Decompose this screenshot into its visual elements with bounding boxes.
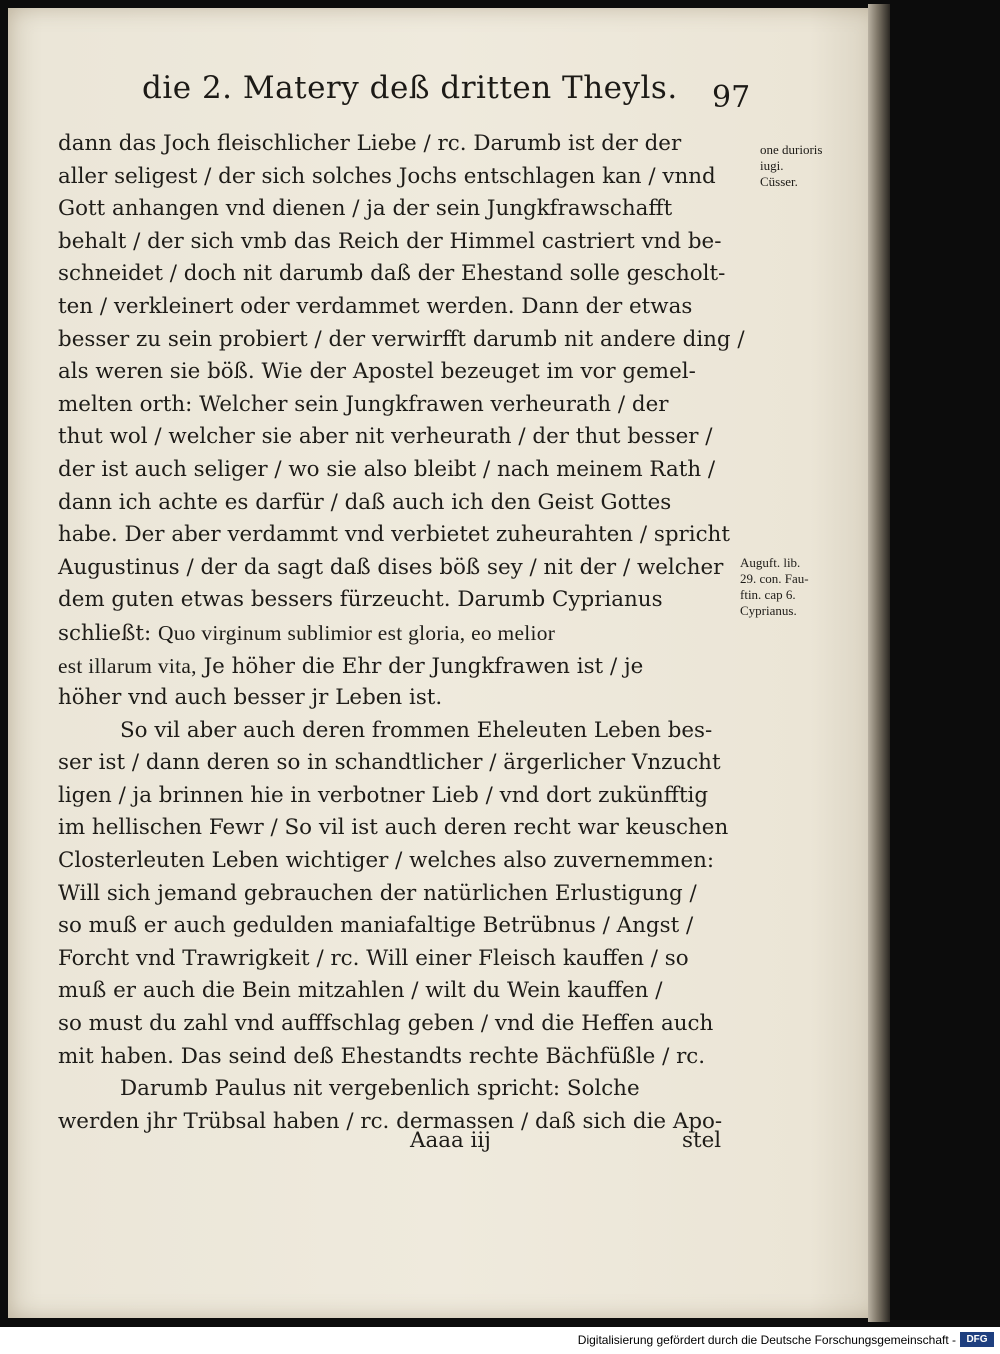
text-line: melten orth: Welcher sein Jungkfrawen verheurath / der: [58, 391, 669, 417]
page-edge: [868, 4, 890, 1322]
body-text: [58, 128, 758, 1138]
signature-mark: Aaaa iij: [410, 1128, 491, 1153]
margin-note: [740, 555, 809, 619]
text-line: muß er auch die Bein mitzahlen / wilt du Wein kauffen /: [58, 978, 663, 1004]
text-line: thut wol / welcher sie aber nit verheurath / der thut besser /: [58, 424, 713, 450]
margin-note-line: one durioris: [760, 142, 823, 157]
text-line: als weren sie böß. Wie der Apostel bezeuget im vor gemel-: [58, 359, 696, 385]
text-line: Forcht vnd Trawrigkeit / rc. Will einer Fleisch kauffen / so: [58, 945, 689, 971]
footer-bar: [0, 1327, 1000, 1354]
text-line: besser zu sein probiert / der verwirfft darumb nit andere ding /: [58, 326, 745, 352]
margin-note: [760, 142, 822, 190]
paragraph-start: Darumb Paulus nit vergebenlich spricht: Solche: [120, 1076, 640, 1102]
page-number: 97: [712, 80, 751, 115]
paragraph-start: So vil aber auch deren frommen Eheleuten Leben bes-: [120, 717, 713, 743]
text-line: so muß er auch gedulden maniafaltige Betrübnus / Angst /: [58, 913, 694, 939]
margin-note-line: Cüsser.: [760, 174, 798, 189]
running-head: die 2. Matery deß dritten Theyls.: [142, 70, 678, 106]
latin-prefix: schließt:: [58, 620, 152, 646]
margin-note-line: iugi.: [760, 158, 784, 173]
text-line: dann das Joch fleischlicher Liebe / rc. Darumb ist der der: [58, 131, 682, 156]
margin-note-line: 29. con. Fau-: [740, 571, 809, 586]
margin-note-line: ftin. cap 6.: [740, 587, 796, 602]
text-line: Closterleuten Leben wichtiger / welches also zuvernemmen:: [58, 848, 715, 874]
margin-note-line: Auguft. lib.: [740, 555, 801, 570]
text-line: höher vnd auch besser jr Leben ist.: [58, 685, 443, 711]
text-line: mit haben. Das seind deß Ehestandts rechte Bächfüßle / rc.: [58, 1043, 706, 1069]
text-line: Will sich jemand gebrauchen der natürlichen Erlustigung /: [58, 880, 697, 906]
text-line: Augustinus / der da sagt daß dises böß sey / nit der / welcher: [58, 554, 724, 580]
text-line: habe. Der aber verdammt vnd verbietet zuheurahten / spricht: [58, 522, 730, 548]
text-line: dem guten etwas bessers fürzeucht. Darumb Cyprianus: [58, 587, 663, 613]
text-line: schneidet / doch nit darumb daß der Ehestand solle gescholt-: [58, 261, 726, 287]
funding-credit: Digitalisierung gefördert durch die Deutsche Forschungsgemeinschaft -: [577, 1333, 956, 1347]
latin-quote: Quo virginum sublimior est gloria, eo melior: [157, 620, 556, 645]
text-line: ten / verkleinert oder verdammet werden. Dann der etwas: [58, 293, 693, 319]
latin-quote-line: [58, 617, 758, 650]
text-line: aller seligest / der sich solches Jochs entschlagen kan / vnnd: [58, 163, 716, 189]
text-line: so must du zahl vnd aufffschlag geben / vnd die Heffen auch: [58, 1011, 714, 1037]
text-line: im hellischen Fewr / So vil ist auch deren recht war keuschen: [58, 815, 729, 841]
latin-quote-end: est illarum vita,: [58, 653, 197, 678]
text-line: Gott anhangen vnd dienen / ja der sein Jungkfrawschafft: [58, 196, 673, 222]
translation: Je höher die Ehr der Jungkfrawen ist / je: [203, 653, 644, 679]
text-line: dann ich achte es darfür / daß auch ich den Geist Gottes: [58, 489, 672, 515]
margin-note-line: Cyprianus.: [740, 603, 797, 618]
text-line: ser ist / dann deren so in schandtlicher / ärgerlicher Vnzucht: [58, 750, 721, 776]
text-line: behalt / der sich vmb das Reich der Himmel castriert vnd be-: [58, 228, 722, 254]
catchword: stel: [682, 1128, 722, 1153]
text-line: werden jhr Trübsal haben / rc. dermassen / daß sich die Apo-: [58, 1108, 723, 1134]
latin-quote-line: [58, 650, 758, 683]
text-line: der ist auch seliger / wo sie also bleibt / nach meinem Rath /: [58, 456, 716, 482]
dfg-logo: DFG: [960, 1332, 994, 1347]
text-line: ligen / ja brinnen hie in verbotner Lieb / vnd dort zukünfftig: [58, 782, 709, 808]
